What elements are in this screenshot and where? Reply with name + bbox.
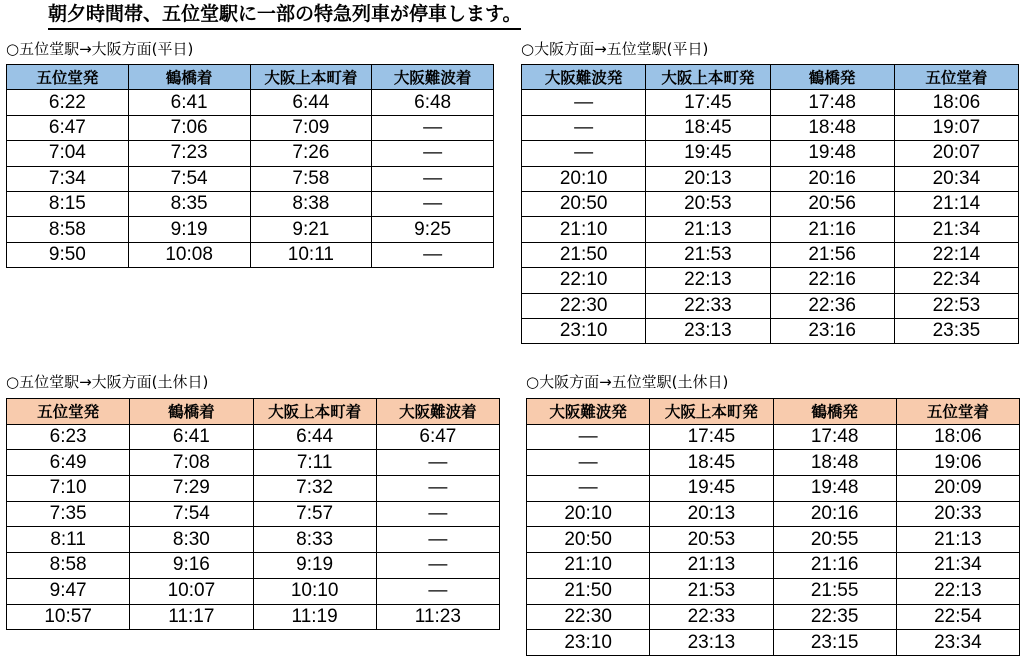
time-cell: ― <box>376 476 499 502</box>
time-cell: 21:10 <box>527 553 650 579</box>
table-row <box>527 604 1020 630</box>
column-header: 大阪難波発 <box>522 65 646 90</box>
table-row <box>527 476 1020 502</box>
time-cell: 7:11 <box>253 450 376 476</box>
time-cell: 21:53 <box>646 242 770 267</box>
time-cell: 21:56 <box>770 242 894 267</box>
time-cell: 20:13 <box>650 501 773 527</box>
table-row <box>7 115 494 140</box>
time-cell: 20:53 <box>650 527 773 553</box>
time-cell: ― <box>376 527 499 553</box>
time-cell: 7:04 <box>7 141 129 166</box>
time-cell: 8:15 <box>7 191 129 216</box>
table-row <box>522 217 1019 242</box>
table-row <box>522 90 1019 115</box>
column-header: 大阪難波着 <box>376 399 499 425</box>
timetable-weekday-to-osaka <box>6 64 494 268</box>
header-row <box>522 65 1019 90</box>
time-cell: 22:13 <box>896 578 1019 604</box>
time-cell: 20:09 <box>896 476 1019 502</box>
time-cell: 18:48 <box>770 115 894 140</box>
column-header: 大阪上本町着 <box>250 65 372 90</box>
column-header: 大阪難波着 <box>372 65 494 90</box>
time-cell: 10:57 <box>7 604 130 630</box>
time-cell: 10:10 <box>253 578 376 604</box>
table-row <box>7 424 500 450</box>
table-row <box>527 424 1020 450</box>
time-cell: 6:48 <box>372 90 494 115</box>
time-cell: ― <box>376 501 499 527</box>
timetable-holiday-to-osaka <box>6 398 500 630</box>
time-cell: ― <box>522 115 646 140</box>
column-header: 鶴橋着 <box>128 65 250 90</box>
time-cell: 8:33 <box>253 527 376 553</box>
time-cell: ― <box>376 450 499 476</box>
time-cell: 6:41 <box>130 424 253 450</box>
time-cell: 23:10 <box>522 318 646 343</box>
header-row <box>7 399 500 425</box>
time-cell: 20:53 <box>646 191 770 216</box>
time-cell: 20:34 <box>894 166 1018 191</box>
time-cell: 7:58 <box>250 166 372 191</box>
table-row <box>522 141 1019 166</box>
column-header: 五位堂着 <box>894 65 1018 90</box>
time-cell: 9:19 <box>253 553 376 579</box>
time-cell: 9:16 <box>130 553 253 579</box>
time-cell: 18:06 <box>894 90 1018 115</box>
time-cell: 22:54 <box>896 604 1019 630</box>
time-cell: 8:11 <box>7 527 130 553</box>
time-cell: 7:35 <box>7 501 130 527</box>
time-cell: 10:08 <box>128 242 250 267</box>
table-row <box>527 553 1020 579</box>
time-cell: ― <box>376 553 499 579</box>
column-header: 大阪上本町発 <box>646 65 770 90</box>
column-header: 五位堂着 <box>896 399 1019 425</box>
time-cell: 19:06 <box>896 450 1019 476</box>
time-cell: 8:58 <box>7 217 129 242</box>
column-header: 大阪難波発 <box>527 399 650 425</box>
time-cell: 7:06 <box>128 115 250 140</box>
header-row <box>527 399 1020 425</box>
table-row <box>7 578 500 604</box>
time-cell: 22:10 <box>522 268 646 293</box>
table-row <box>7 141 494 166</box>
time-cell: 21:50 <box>522 242 646 267</box>
time-cell: 17:48 <box>770 90 894 115</box>
caption-holiday-to-osaka: ○五位堂駅→大阪方面(土休日) <box>6 373 209 391</box>
time-cell: 23:15 <box>773 630 896 656</box>
time-cell: 22:34 <box>894 268 1018 293</box>
time-cell: 23:10 <box>527 630 650 656</box>
time-cell: ― <box>372 115 494 140</box>
caption-weekday-to-osaka: ○五位堂駅→大阪方面(平日) <box>6 40 194 58</box>
time-cell: 9:25 <box>372 217 494 242</box>
time-cell: ― <box>372 141 494 166</box>
time-cell: ― <box>372 166 494 191</box>
time-cell: 8:38 <box>250 191 372 216</box>
time-cell: 22:14 <box>894 242 1018 267</box>
time-cell: 21:16 <box>773 553 896 579</box>
column-header: 鶴橋着 <box>130 399 253 425</box>
time-cell: ― <box>527 424 650 450</box>
time-cell: 6:44 <box>253 424 376 450</box>
time-cell: 19:48 <box>773 476 896 502</box>
time-cell: 18:45 <box>650 450 773 476</box>
table-row <box>522 242 1019 267</box>
column-header: 五位堂発 <box>7 399 130 425</box>
time-cell: 22:33 <box>646 293 770 318</box>
time-cell: 20:13 <box>646 166 770 191</box>
time-cell: 7:32 <box>253 476 376 502</box>
time-cell: 21:13 <box>650 553 773 579</box>
time-cell: 7:57 <box>253 501 376 527</box>
time-cell: 23:16 <box>770 318 894 343</box>
time-cell: 6:41 <box>128 90 250 115</box>
table-row <box>527 527 1020 553</box>
time-cell: 6:49 <box>7 450 130 476</box>
time-cell: 20:16 <box>770 166 894 191</box>
time-cell: ― <box>372 191 494 216</box>
time-cell: 19:07 <box>894 115 1018 140</box>
time-cell: 17:45 <box>650 424 773 450</box>
time-cell: 21:10 <box>522 217 646 242</box>
caption-weekday-to-goidou: ○大阪方面→五位堂駅(平日) <box>521 40 709 58</box>
table-row <box>7 476 500 502</box>
time-cell: 6:47 <box>7 115 129 140</box>
header-row <box>7 65 494 90</box>
time-cell: 20:33 <box>896 501 1019 527</box>
time-cell: 6:22 <box>7 90 129 115</box>
time-cell: 20:50 <box>527 527 650 553</box>
time-cell: 19:45 <box>646 141 770 166</box>
time-cell: 22:35 <box>773 604 896 630</box>
time-cell: ― <box>527 476 650 502</box>
time-cell: 7:29 <box>130 476 253 502</box>
table-row <box>527 501 1020 527</box>
table-row <box>522 318 1019 343</box>
time-cell: 7:10 <box>7 476 130 502</box>
time-cell: 10:07 <box>130 578 253 604</box>
time-cell: 20:10 <box>522 166 646 191</box>
time-cell: 7:54 <box>128 166 250 191</box>
time-cell: 6:44 <box>250 90 372 115</box>
time-cell: 20:10 <box>527 501 650 527</box>
column-header: 鶴橋発 <box>773 399 896 425</box>
column-header: 大阪上本町発 <box>650 399 773 425</box>
time-cell: 20:55 <box>773 527 896 553</box>
time-cell: 9:19 <box>128 217 250 242</box>
table-row <box>7 450 500 476</box>
time-cell: 8:58 <box>7 553 130 579</box>
time-cell: 21:34 <box>894 217 1018 242</box>
table-row <box>7 90 494 115</box>
table-row <box>522 268 1019 293</box>
time-cell: 8:35 <box>128 191 250 216</box>
time-cell: ― <box>372 242 494 267</box>
time-cell: 7:23 <box>128 141 250 166</box>
time-cell: 9:47 <box>7 578 130 604</box>
time-cell: 11:19 <box>253 604 376 630</box>
table-row <box>7 191 494 216</box>
time-cell: 19:48 <box>770 141 894 166</box>
time-cell: 20:16 <box>773 501 896 527</box>
table-row <box>7 242 494 267</box>
time-cell: 22:33 <box>650 604 773 630</box>
time-cell: 7:54 <box>130 501 253 527</box>
time-cell: 11:23 <box>376 604 499 630</box>
time-cell: 21:53 <box>650 578 773 604</box>
time-cell: 21:14 <box>894 191 1018 216</box>
time-cell: 21:50 <box>527 578 650 604</box>
column-header: 鶴橋発 <box>770 65 894 90</box>
caption-holiday-to-goidou: ○大阪方面→五位堂駅(土休日) <box>526 373 729 391</box>
time-cell: 8:30 <box>130 527 253 553</box>
time-cell: 7:26 <box>250 141 372 166</box>
time-cell: 21:55 <box>773 578 896 604</box>
time-cell: ― <box>522 90 646 115</box>
column-header: 五位堂発 <box>7 65 129 90</box>
time-cell: 7:34 <box>7 166 129 191</box>
time-cell: 7:08 <box>130 450 253 476</box>
time-cell: 23:35 <box>894 318 1018 343</box>
time-cell: 21:16 <box>770 217 894 242</box>
table-row <box>522 166 1019 191</box>
time-cell: ― <box>376 578 499 604</box>
time-cell: 9:50 <box>7 242 129 267</box>
time-cell: ― <box>522 141 646 166</box>
time-cell: 21:13 <box>646 217 770 242</box>
table-row <box>527 578 1020 604</box>
time-cell: 7:09 <box>250 115 372 140</box>
time-cell: 10:11 <box>250 242 372 267</box>
time-cell: 22:16 <box>770 268 894 293</box>
column-header: 大阪上本町着 <box>253 399 376 425</box>
timetable-holiday-to-goidou <box>526 398 1020 656</box>
timetable-weekday-to-goidou <box>521 64 1019 344</box>
table-row <box>522 293 1019 318</box>
time-cell: 18:48 <box>773 450 896 476</box>
time-cell: 17:45 <box>646 90 770 115</box>
table-row <box>522 115 1019 140</box>
table-row <box>7 604 500 630</box>
page-headline: 朝夕時間帯、五位堂駅に一部の特急列車が停車します。 <box>48 2 521 30</box>
time-cell: 22:53 <box>894 293 1018 318</box>
time-cell: 17:48 <box>773 424 896 450</box>
time-cell: 22:13 <box>646 268 770 293</box>
table-row <box>7 553 500 579</box>
time-cell: ― <box>527 450 650 476</box>
time-cell: 21:13 <box>896 527 1019 553</box>
time-cell: 6:23 <box>7 424 130 450</box>
time-cell: 22:36 <box>770 293 894 318</box>
time-cell: 18:45 <box>646 115 770 140</box>
time-cell: 11:17 <box>130 604 253 630</box>
time-cell: 18:06 <box>896 424 1019 450</box>
table-row <box>527 450 1020 476</box>
time-cell: 20:07 <box>894 141 1018 166</box>
time-cell: 22:30 <box>527 604 650 630</box>
time-cell: 20:56 <box>770 191 894 216</box>
table-row <box>7 527 500 553</box>
table-row <box>7 501 500 527</box>
time-cell: 23:13 <box>646 318 770 343</box>
time-cell: 19:45 <box>650 476 773 502</box>
time-cell: 9:21 <box>250 217 372 242</box>
table-row <box>527 630 1020 656</box>
time-cell: 23:13 <box>650 630 773 656</box>
table-row <box>7 166 494 191</box>
time-cell: 6:47 <box>376 424 499 450</box>
table-row <box>7 217 494 242</box>
time-cell: 21:34 <box>896 553 1019 579</box>
time-cell: 23:34 <box>896 630 1019 656</box>
table-row <box>522 191 1019 216</box>
time-cell: 20:50 <box>522 191 646 216</box>
time-cell: 22:30 <box>522 293 646 318</box>
